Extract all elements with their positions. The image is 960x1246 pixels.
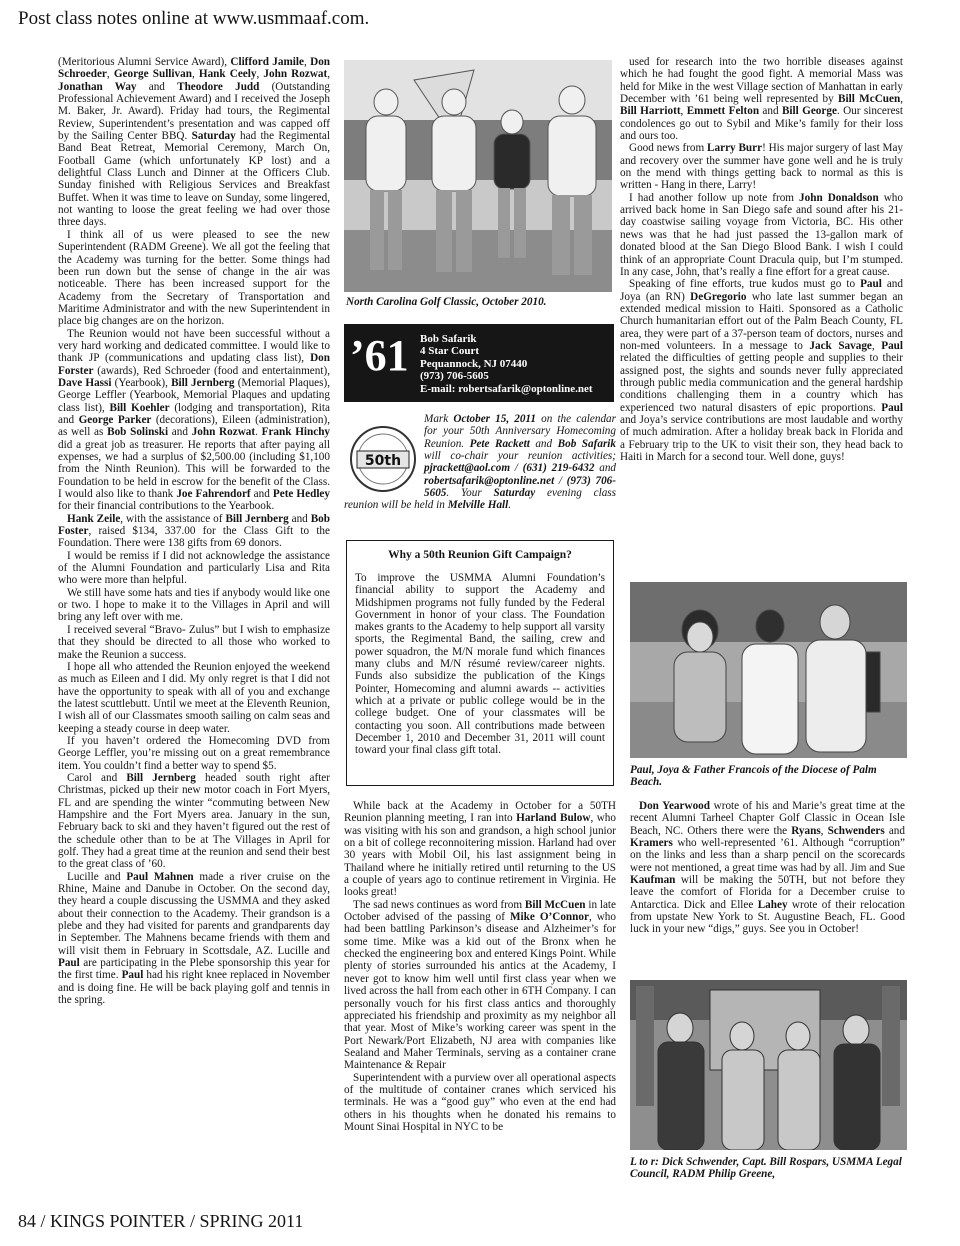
column1-paragraph: I would be remiss if I did not acknowledge the assistance of the Alumni Foundation and particularly Lisa and Rita who were more than helpful. xyxy=(58,549,330,587)
badge-50th-text: 50th xyxy=(364,453,402,469)
column1-paragraph: I received several “Bravo- Zulus” but I wish to emphasize that they should be directed to all those who worked to make the Reunion a success. xyxy=(58,623,330,661)
contact-name: Bob Safarik xyxy=(420,333,477,345)
column1-paragraph: We still have some hats and ties if anybody would like one or two. I hope to make it to the Villages in April and will bring any left over with me. xyxy=(58,586,330,624)
column-2 xyxy=(344,800,616,1190)
golf-photo-caption: North Carolina Golf Classic, October 2010. xyxy=(346,296,547,308)
column1-paragraph: The Reunion would not have been successful without a very hard working and dedicated committee. I would like to thank JP (communications and updating class list), Don Forster (awards), Red Schroeder (food and entertainment), Dave Hassi (Yearbook), Bill Jernberg (Memorial Plaques), George Leffler (Yearbook, Memorial Plaques and updating class list), Bill Koehler (lodging and transportation), Rita and George Parker (decorations), Eileen (administration), as well as Bob Solinski and John Rozwat. Frank Hinchy did a great job as treasurer. He reports that after paying all expenses, we had a surplus of $2,500.00 (including $1,100 from the Ninth Reunion). This will be forwarded to the Foundation to be held in escrow for the benefit of the Class. I would also like to thank Joe Fahrendorf and Pete Hedley for their financial contributions to the Yearbook. xyxy=(58,327,330,513)
column1-paragraph: (Meritorious Alumni Service Award), Clifford Jamile, Don Schroeder, George Sullivan, Hank Ceely, John Rozwat, Jonathan Way and Theodore Judd (Outstanding Professional Achievement Award) and I received the Joseph M. Baker, Jr. Award). Friday had tours, the Regimental Review, Superintendent’s presentation and was capped off by the Sailing Center BBQ. Saturday had the Regimental Band Beat Retreat, Memorial Ceremony, March On, Football Game (which unfortunately KP lost) and a delightful Class Lunch and Dinner at the Officers Club. Sunday finished with Religious Services and Breakfast Buffet. When it was time to leave on Sunday, some lingered, not wanting to loose the great feeling we had over those three days. xyxy=(58,56,330,229)
class-contact-info xyxy=(420,333,593,395)
column3-paragraph: Good news from Larry Burr! His major surgery of last May and recovery over the summer have gone well and he is truly on the mend with things getting back to normal as this is written - Hang in there, Larry! xyxy=(620,142,903,192)
column-1 xyxy=(58,56,330,1184)
group-photo-caption: L to r: Dick Schwender, Capt. Bill Rospars, USMMA Legal Council, RADM Philip Greene, xyxy=(630,1156,902,1181)
haiti-photo-caption: Paul, Joya & Father Francois of the Diocese of Palm Beach. xyxy=(630,764,877,789)
haiti-photo xyxy=(630,582,907,758)
contact-email[interactable]: E-mail: robertsafarik@optonline.net xyxy=(420,382,593,395)
column3-paragraph: I had another follow up note from John Donaldson who arrived back home in San Diego safe and sound after his 21-day coastwise sailing voyage from Victoria, BC. His other news was that he had just passed the 13-gallon mark of donated blood at the San Diego Blood Bank. I wish I could think of an appropriate Count Dracula quip, but I’m stumped. In any case, John, that’s really a fine effort for a great cause. xyxy=(620,191,903,278)
column2-paragraph: The sad news continues as word from Bill McCuen in late October advised of the passing of Mike O’Connor, who had been battling Parkinson’s disease and Alzheimer’s for some time. Mike was a kid out of the Bronx when he checked the engineering box and entered Kings Point. While plenty of stories surrounded his antics at the Academy, I never got to know him well until first class year when we lived across the hall from each other in 6TH Company. I can personally vouch for his first class antics and thoroughly appreciated his friendship and proximity as my neighbor all that year. Most of Mike’s working career was spent in the Port Newark/Port Elizabeth, NJ area with companies like Sealand and Maher Terminals, serving as a container crane Maintenance & Repair xyxy=(344,898,616,1072)
column1-paragraph: Carol and Bill Jernberg headed south right after Christmas, picked up their new motor coach in Fort Myers, FL and are spending the winter “commuting between New Hampshire and the Fort Myers area. January in the sun, February back to ski and they haven’t figured out the rest of the schedule other than to be at The Villages in April for golf. They had a great time at the reunion and send their best to the great class of ’60. xyxy=(58,771,330,871)
contact-address-2: Pequannock, NJ 07440 xyxy=(420,357,528,370)
class-contact-box xyxy=(344,324,614,402)
column3b-paragraph: Don Yearwood wrote of his and Marie’s great time at the recent Alumni Tarheel Chapter Golf Classic in Ocean Isle Beach, NC. Others there were the Ryans, Schwenders and Kramers who well-represented ’61. Although “corruption” on the links and less than a sharp pencil on the scorecards were not mentioned, a great time was had by all. Jim and Sue Kaufman will be making the 50TH, but not before they leave the comfort of Florida for a December cruise to Antarctica. Dick and Ellee Lahey wrote of their relocation from upstate New York to St. Augustine Beach, FL. Good luck in your new “digs,” guys. See you in October! xyxy=(630,800,905,936)
column2-paragraph: Superintendent with a purview over all operational aspects of the multitude of container cranes which serviced his terminals. He was a “good guy” who even at the end had others in his thoughts when he donated his remains to Mount Sinai Hospital in NYC to be xyxy=(344,1071,616,1133)
golf-photo xyxy=(344,60,612,292)
column1-paragraph: I hope all who attended the Reunion enjoyed the weekend as much as Eileen and I did. My only regret is that I did not have the opportunity to speak with all of you and exchange the latest scuttlebutt. Until we meet at the Eleventh Reunion, I wish all of our Classmates smooth sailing on calm seas and keeping a steady course in deep water. xyxy=(58,660,330,735)
class-year: ’61 xyxy=(350,331,409,380)
reunion-announcement-text: Mark October 15, 2011 on the calendar for your 50th Anniversary Homecoming Reunion. Pete Rackett and Bob Safarik will co-chair your reunion activities; pjrackett@aol.com / (631) 219-6432 and robertsafarik@optonline.net / (973) 706-5605. Your Saturday evening class reunion will be held in Melville Hall. xyxy=(344,413,617,512)
column1-paragraph: If you haven’t ordered the Homecoming DVD from George Leffler, you’re missing out on a great remembrance item. You couldn’t find a better way to spend $5. xyxy=(58,734,330,772)
gift-campaign-box xyxy=(346,540,614,786)
column1-paragraph: Hank Zeile, with the assistance of Bill Jernberg and Bob Foster, raised $134, 337.00 for the Class Gift to the Foundation. There were 138 gifts from 69 donors. xyxy=(58,512,330,550)
group-photo xyxy=(630,980,907,1150)
column2-paragraph: While back at the Academy in October for a 50TH Reunion planning meeting, I ran into Harland Bulow, who was visiting with his son and grandson, a high school junior on a bit of college reconnoitering mission. Harland had over 30 years with Mobil Oil, his last assignment being in Thailand where he initially retired until returning to the US a couple of years ago to continue retirement in Virginia. He looks great! xyxy=(344,800,616,899)
page-footer: 84 / KINGS POINTER / SPRING 2011 xyxy=(18,1211,304,1231)
column1-paragraph: Lucille and Paul Mahnen made a river cruise on the Rhine, Maine and Danube in October. On the second day, they heard a couple discussing the USMMA and they asked about their connection to the Academy. Their grandson is a plebe and they had visited for parents and grandparents day in September. The Mahnens became friends with them and will visit them in February in Scottsdale, AZ. Lucille and Paul are participating in the Plebe sponsorship this year for the first time. Paul had his right knee replaced in November and is doing fine. He will be back playing golf and tennis in the spring. xyxy=(58,870,330,1007)
page-header: Post class notes online at www.usmmaaf.com. xyxy=(18,8,370,29)
50th-anniversary-badge xyxy=(348,424,418,494)
gift-campaign-body: To improve the USMMA Alumni Foundation’s financial ability to support the Academy and Midshipmen programs not fully funded by the Federal Government in honor of your class. The Foundation makes grants to the Academy to help support all varsity sports, the Regimental Band, the sailing, crew and power squadron, the M/N morale fund which finances many clubs and M/N résumé review/career nights. Funds also subsidize the publication of the Kings Pointer, Homecoming and alumni awards -- activities which at a private or public college would be in the college budget. One of your classmates will be contacting you soon. All contributions made between December 1, 2010 and December 31, 2011 will count toward your final class gift total. xyxy=(355,572,605,757)
gift-campaign-title: Why a 50th Reunion Gift Campaign? xyxy=(388,549,572,561)
contact-address-1: 4 Star Court xyxy=(420,345,480,358)
column1-paragraph: I think all of us were pleased to see the new Superintendent (RADM Greene). We all got the feeling that the Academy was turning for the better. Some things had been run down but the sense of change in the air was noticeable. There has been increased support for the Academy from the Secretary of Transportation and Maritime Administrator and with the new Superintendent in place big changes are on the horizon. xyxy=(58,228,330,328)
contact-phone: (973) 706-5605 xyxy=(420,370,489,383)
column3-paragraph: used for research into the two horrible diseases against which he had fought the good fight. A memorial Mass was held for Mike in the west Village section of Manhattan in early December with ’61 being well represented by Bill McCuen, Bill Harriott, Emmett Felton and Bill George. Our sincerest condolences go out to Sybil and Mike’s family for their loss and ours too. xyxy=(620,56,903,143)
column-3 xyxy=(620,56,903,568)
column-3-continued xyxy=(630,800,905,960)
column3-paragraph: Speaking of fine efforts, true kudos must go to Paul and Joya (an RN) DeGregorio who late last summer began an extended medical mission to Haiti. Sponsored as a Catholic Church humanitarian effort out of the Palm Beach County, FL area, they were part of a 37-person team of doctors, nurses and non-med volunteers. In a message to Jack Savage, Paul related the difficulties of getting people and supplies to their assigned post, the sights and sounds never fully appreciated through public media communication and the general hardship conditions challenging them in a country which has experienced two natural disasters of epic proportions. Paul and Joya’s service contributions are most laudable and worthy of much admiration. After a holiday break back in Florida and a February trip to the UK to visit their son, they head back to Haiti in March for a second tour. Well done, guys! xyxy=(620,278,903,463)
